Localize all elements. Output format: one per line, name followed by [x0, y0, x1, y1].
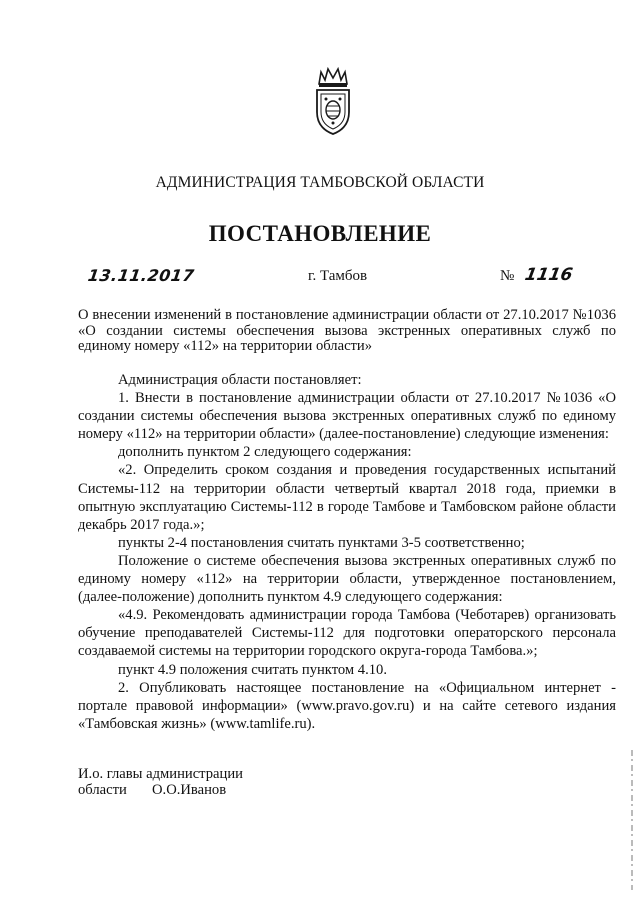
document-subject: О внесении изменений в постановление администрации области от 27.10.2017 №1036 «О создании системы обеспечения вызова экстренных оперативных служб по единому номеру «112» на территории области» — [78, 307, 616, 354]
body-paragraph: 1. Внести в постановление администрации области от 27.10.2017 №1036 «О создании системы обеспечения вызова экстренных оперативных служб по единому номеру «112» на территории области» (далее-постановление) следующие изменения: — [78, 390, 616, 443]
body-paragraph: «4.9. Рекомендовать администрации города Тамбова (Чеботарев) организовать обучение преподавателей Системы-112 для подготовки операторского персонала создаваемой системы на территории городского округа-города Тамбова.»; — [78, 607, 616, 660]
document-date: 13.11.2017 — [86, 266, 196, 285]
scan-margin-mark — [630, 750, 634, 890]
body-paragraph: 2. Опубликовать настоящее постановление на «Официальном интернет - портале правовой информации» (www.pravo.gov.ru) и на сайте сетевого издания «Тамбовская жизнь» (www.tamlife.ru). — [78, 679, 616, 732]
document-meta-row — [0, 265, 640, 290]
document-type: ПОСТАНОВЛЕНИЕ — [208, 221, 432, 246]
agency-name: АДМИНИСТРАЦИЯ ТАМБОВСКОЙ ОБЛАСТИ — [155, 174, 485, 191]
body-paragraph: Положение о системе обеспечения вызова экстренных оперативных служб по единому номеру «112» на территории области, утвержденное постановлением, (далее-положение) дополнить пунктом 4.9 следующего содержания: — [78, 552, 616, 606]
signatory-line — [78, 782, 243, 798]
document-number: 1116 — [523, 265, 575, 285]
body-paragraph: дополнить пунктом 2 следующего содержания: — [118, 444, 412, 461]
body-paragraph: Администрация области постановляет: — [118, 372, 362, 388]
number-label: № — [500, 268, 515, 284]
signature-block — [78, 766, 243, 798]
body-paragraph: пункты 2-4 постановления считать пунктами 3-5 соответственно; — [118, 534, 525, 551]
signatory-name: О.О.Иванов — [152, 782, 227, 798]
document-body — [78, 371, 616, 733]
signatory-role: И.о. главы администрации — [78, 766, 243, 782]
coat-of-arms-icon — [311, 66, 355, 136]
document-city: г. Тамбов — [308, 268, 368, 284]
body-paragraph: пункт 4.9 положения считать пунктом 4.10. — [118, 661, 387, 678]
body-paragraph: «2. Определить сроком создания и проведения государственных испытаний Системы-112 на территории области четвертый квартал 2018 года, приемки в опытную эксплуатацию Системы-112 в городе Тамбове и Тамбовском районе области декабрь 2017 года.»; — [78, 462, 616, 533]
signatory-region: области — [78, 782, 127, 798]
